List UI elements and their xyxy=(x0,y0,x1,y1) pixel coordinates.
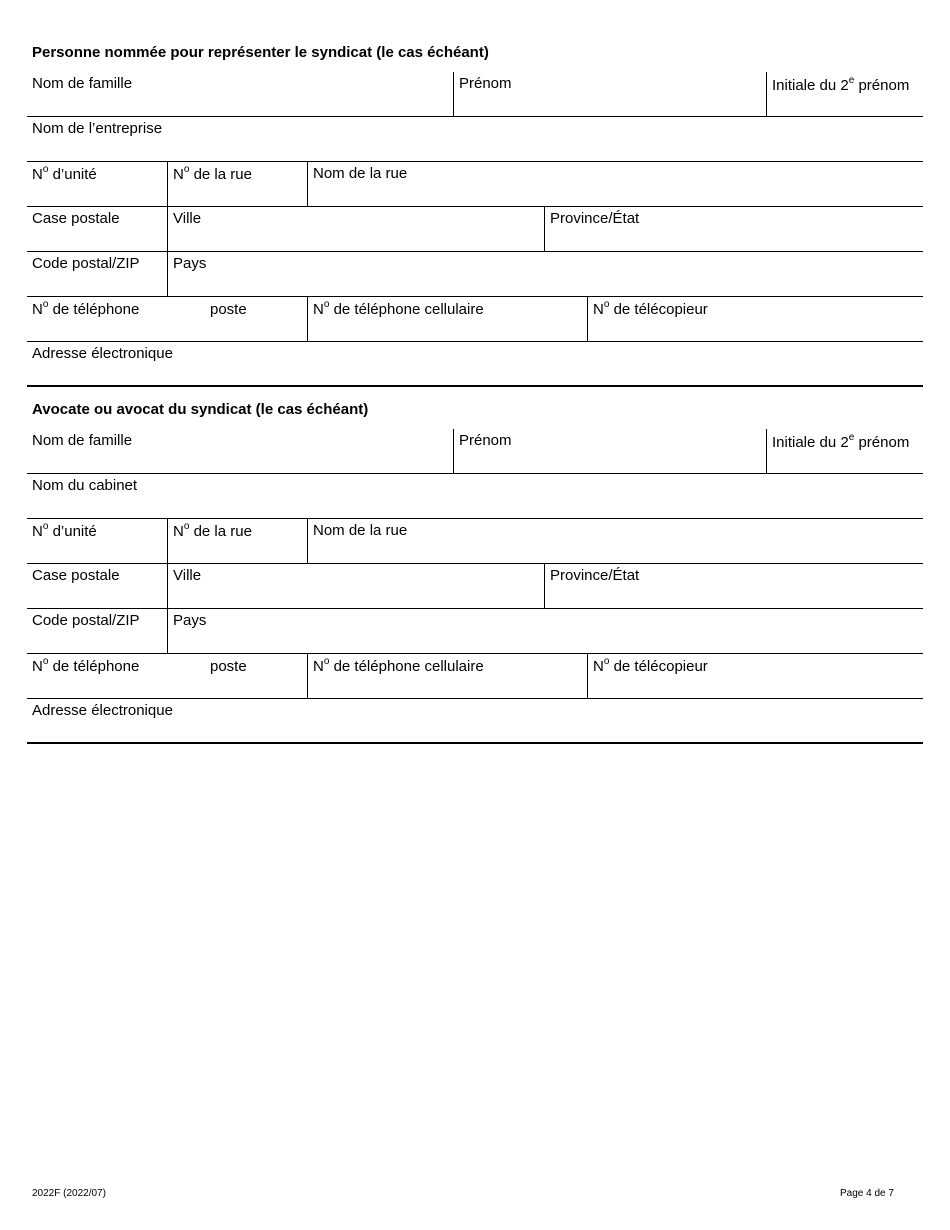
unit-no-field[interactable]: $N^o$ d’unité xyxy=(32,521,97,540)
last-name-field[interactable]: Nom de famille xyxy=(32,432,133,449)
postal-code-field[interactable]: Code postal/ZIP xyxy=(32,255,140,272)
name-row xyxy=(27,72,923,117)
fax-field[interactable]: $N^o$ de télécopieur xyxy=(587,654,923,698)
country-field[interactable]: Pays xyxy=(167,252,923,296)
form-id: 2022F (2022/07) xyxy=(32,1188,106,1199)
city-field[interactable]: Ville xyxy=(167,564,544,608)
city-row xyxy=(27,207,923,252)
street-name-field[interactable]: Nom de la rue xyxy=(307,519,923,563)
postal-code-field[interactable]: Code postal/ZIP xyxy=(32,612,140,629)
city-row xyxy=(27,564,923,609)
firm-row xyxy=(27,474,923,519)
unit-no-field[interactable]: $N^o$ d’unité xyxy=(32,164,97,183)
street-row xyxy=(27,162,923,207)
company-field[interactable]: Nom de l’entreprise xyxy=(32,120,163,137)
first-name-field[interactable]: Prénom xyxy=(453,72,766,116)
cell-phone-field[interactable]: $N^o$ de téléphone cellulaire xyxy=(307,297,587,341)
middle-initial-field[interactable]: Initiale du 2e prénom xyxy=(766,429,923,473)
first-name-field[interactable]: Prénom xyxy=(453,429,766,473)
section-title: Avocate ou avocat du syndicat (le cas échéant) xyxy=(32,401,369,418)
email-field[interactable]: Adresse électronique xyxy=(32,702,173,719)
email-row xyxy=(27,342,923,387)
phone-row xyxy=(27,297,923,342)
middle-initial-field[interactable]: Initiale du 2e prénom xyxy=(766,72,923,116)
section-title: Personne nommée pour représenter le syndicat (le cas échéant) xyxy=(32,44,489,61)
email-field[interactable]: Adresse électronique xyxy=(32,345,173,362)
extension-field[interactable]: poste xyxy=(210,658,247,675)
extension-field[interactable]: poste xyxy=(210,301,247,318)
po-box-field[interactable]: Case postale xyxy=(32,567,120,584)
postal-row xyxy=(27,609,923,654)
street-no-field[interactable]: $N^o$ de la rue xyxy=(167,162,307,206)
phone-field[interactable]: $N^o$ de téléphone xyxy=(32,299,140,318)
phone-row xyxy=(27,654,923,699)
email-row xyxy=(27,699,923,744)
last-name-field[interactable]: Nom de famille xyxy=(32,75,133,92)
page-number: Page 4 de 7 xyxy=(840,1188,894,1199)
po-box-field[interactable]: Case postale xyxy=(32,210,120,227)
name-row xyxy=(27,429,923,474)
country-field[interactable]: Pays xyxy=(167,609,923,653)
postal-row xyxy=(27,252,923,297)
street-row xyxy=(27,519,923,564)
province-field[interactable]: Province/État xyxy=(544,564,923,608)
street-no-field[interactable]: $N^o$ de la rue xyxy=(167,519,307,563)
firm-field[interactable]: Nom du cabinet xyxy=(32,477,138,494)
city-field[interactable]: Ville xyxy=(167,207,544,251)
cell-phone-field[interactable]: $N^o$ de téléphone cellulaire xyxy=(307,654,587,698)
street-name-field[interactable]: Nom de la rue xyxy=(307,162,923,206)
fax-field[interactable]: $N^o$ de télécopieur xyxy=(587,297,923,341)
company-row xyxy=(27,117,923,162)
phone-field[interactable]: $N^o$ de téléphone xyxy=(32,656,140,675)
province-field[interactable]: Province/État xyxy=(544,207,923,251)
